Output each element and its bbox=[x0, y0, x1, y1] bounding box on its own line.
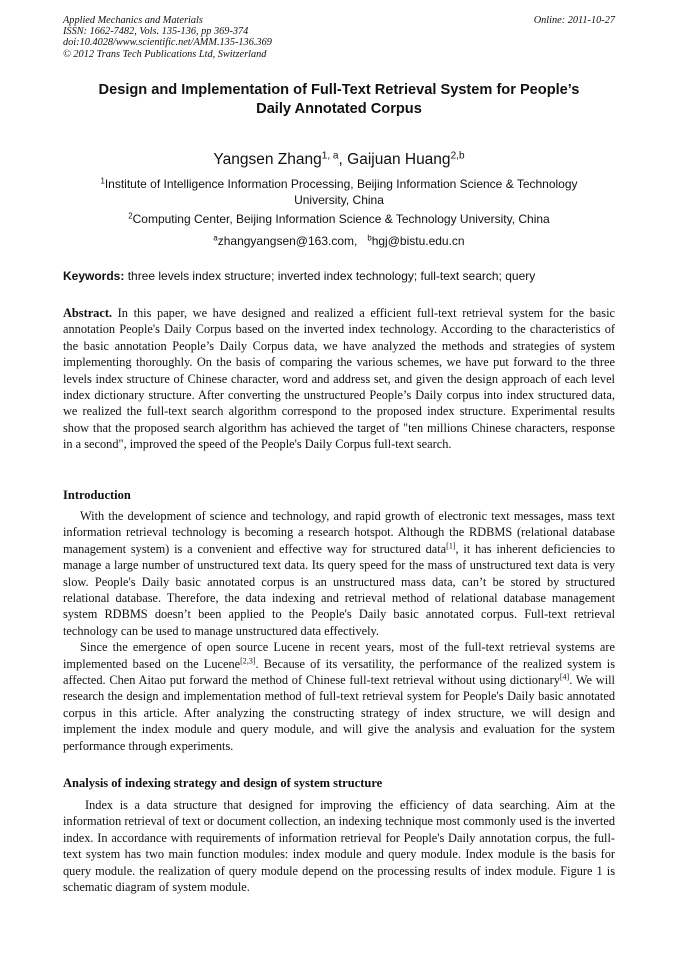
paper-title bbox=[63, 81, 615, 119]
publication-header bbox=[63, 15, 615, 60]
author-emails bbox=[63, 234, 615, 250]
author-1: Yangsen Zhang bbox=[213, 151, 322, 168]
author-2: Gaijuan Huang bbox=[347, 151, 451, 168]
online-date: Online: 2011-10-27 bbox=[533, 15, 615, 26]
citation-4[interactable]: [4] bbox=[559, 672, 570, 682]
intro-p1-text-a: With the development of science and technology, and rapid growth of electronic text messages, mass text information retrieval technology is becoming a research hotspot. Although the RDBMS (relational database management system) is a convenient and effective way for structured data bbox=[63, 509, 615, 556]
keywords-text: three levels index structure; inverted index technology; full-text search; query bbox=[127, 269, 536, 283]
copyright-line: © 2012 Trans Tech Publications Ltd, Switzerland bbox=[63, 48, 267, 60]
intro-p1-text-b: , it has inherent deficiencies to manage a large number of unstructured text data. Its query speed for the mass of unstructured text data is very slow. People's Daily basic annotated corpus is an unstructured mass data, can’t be stored by structured relational database. Therefore, the data indexing and retrieval method of relational database management system RDBMS doesn’t been applied to the People's Daily basic annotated corpus. Full-text retrieval technology can be used to manage unstructured data effectively. bbox=[63, 541, 615, 638]
email-a-mark: a bbox=[213, 233, 218, 243]
email-b[interactable]: hgj@bistu.edu.cn bbox=[371, 234, 465, 248]
introduction-heading: Introduction bbox=[63, 488, 131, 502]
analysis-body bbox=[63, 797, 615, 895]
journal-name: Applied Mechanics and Materials bbox=[63, 15, 203, 26]
title-line-1: Design and Implementation of Full-Text Retrieval System for People’s bbox=[98, 82, 580, 98]
title-line-2: Daily Annotated Corpus bbox=[256, 101, 422, 117]
email-a[interactable]: zhangyangsen@163.com, bbox=[217, 234, 358, 248]
affiliation-1-line-1: Institute of Intelligence Information Processing, Beijing Information Science & Technology bbox=[104, 177, 578, 191]
keywords-label: Keywords: bbox=[63, 269, 125, 283]
abstract-text: In this paper, we have designed and realized a efficient full-text retrieval system for the basic annotation People's Daily Corpus based on the inverted index technology. According to the characteristics of the basic annotation People’s Daily Corpus data, we have analyzed the methods and strategies of system implementing thoroughly. On the basis of comparing the various schemes, we have put forward to the three levels index structure of Chinese character, word and address set, and given the design approach of each level index dictionary structure. After converting the unstructured People’s Daily corpus into index structured data, we realized the full-text search algorithm correspond to the proposed index structure. Experimental results show that the proposed search algorithm has achieved the target of "ten millions Chinese characters, response in a second", improved the speed of the People's Daily Corpus full-text search. bbox=[63, 306, 615, 452]
analysis-paragraph-1: Index is a data structure that designed for improving the efficiency of data searching. Aim at the information retrieval of text or document collection, an indexing technique most commonly used is the inverted index. In accordance with requirements of information retrieval for People's Daily annotation corpus, the full-text system has two main function modules: index module and query module. Index module is the basis for query module. the realization of query module depend on the processing results of index module. Figure 1 is schematic diagram of system module. bbox=[63, 798, 615, 895]
intro-p2-text-b: . Because of its versatility, the performance of the realized system is affected. Chen Aitao put forward the method of Chinese full-text retrieval without using dictionary bbox=[63, 656, 615, 688]
author-2-affiliation: 2,b bbox=[450, 150, 465, 162]
author-list bbox=[63, 150, 615, 170]
abstract-label: Abstract. bbox=[63, 306, 113, 320]
affiliation-2-mark: 2 bbox=[128, 211, 133, 221]
author-1-affiliation: 1, a bbox=[321, 150, 339, 162]
intro-p2-text-a: Since the emergence of open source Lucene in recent years, most of the full-text retrieval systems are implemented based on the Lucene bbox=[63, 640, 615, 671]
introduction-paragraph-2 bbox=[63, 639, 615, 754]
analysis-heading: Analysis of indexing strategy and design of system structure bbox=[63, 776, 383, 790]
affiliation-1-line-2: University, China bbox=[294, 192, 384, 207]
citation-1[interactable]: [1] bbox=[446, 541, 456, 551]
email-b-mark: b bbox=[367, 233, 372, 243]
citation-2-3[interactable]: [2,3] bbox=[240, 656, 256, 666]
affiliation-2-text: Computing Center, Beijing Information Science & Technology University, China bbox=[132, 212, 550, 226]
introduction-paragraph-1 bbox=[63, 508, 615, 639]
affiliation-1 bbox=[63, 177, 615, 208]
abstract bbox=[63, 305, 615, 453]
introduction-body bbox=[63, 508, 615, 754]
intro-p2-text-c: . We will research the design and implementation method of full-text retrieval system for People's Daily basic annotated corpus in this article. After analyzing the constructing strategy of index structure, we will design and implement the index module and query module, and will give the analysis and evaluation for the system performance through experiments. bbox=[63, 673, 615, 753]
affiliation-2 bbox=[63, 212, 615, 228]
keywords bbox=[63, 269, 615, 284]
affiliation-1-mark: 1 bbox=[100, 176, 105, 186]
issn-line: ISSN: 1662-7482, Vols. 135-136, pp 369-374 bbox=[63, 26, 249, 38]
author-separator: , bbox=[338, 151, 348, 168]
doi-line: doi:10.4028/www.scientific.net/AMM.135-136.369 bbox=[63, 37, 272, 49]
